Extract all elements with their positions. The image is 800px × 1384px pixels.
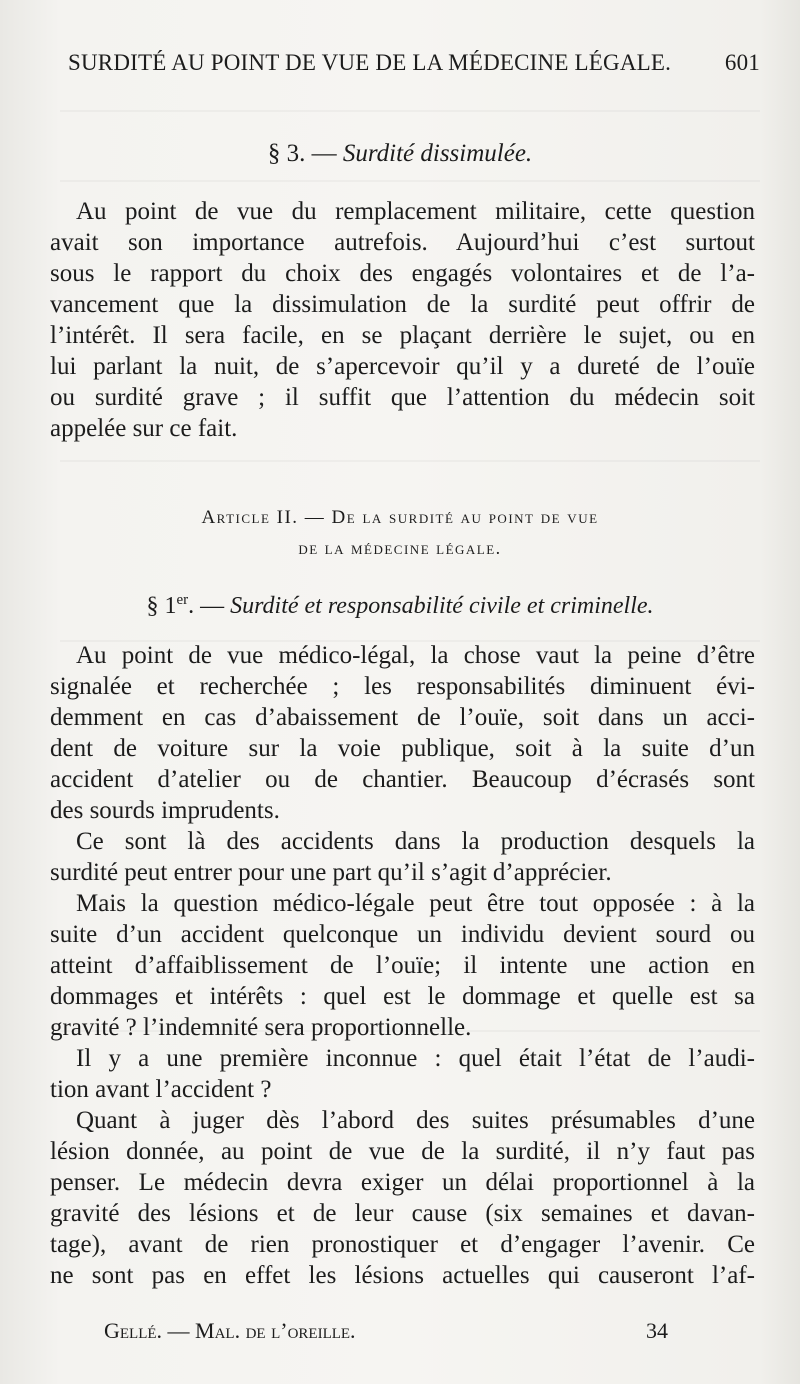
text-line: Ce sont là des accidents dans la production desquels la <box>76 828 755 855</box>
text-line: lésion donnée, au point de vue de la surdité, il n’y faut pas <box>50 1138 755 1165</box>
article-heading-line-2: de la médecine légale. <box>298 538 502 558</box>
section-heading <box>0 140 800 168</box>
text-line: Mais la question médico-légale peut être tout opposée : à la <box>76 890 755 917</box>
text-line: appelée sur ce fait. <box>50 415 238 442</box>
text-line: sous le rapport du choix des engagés volontaires et de l’a- <box>50 260 755 287</box>
show-through-line <box>60 110 760 112</box>
text-line: tion avant l’accident ? <box>50 1076 272 1103</box>
text-line: signalée et recherchée ; les responsabilités diminuent évi- <box>50 673 755 700</box>
text-line: demment en cas d’abaissement de l’ouïe, soit dans un acci- <box>50 704 755 731</box>
subsection-title: Surdité et responsabilité civile et criminelle. <box>230 593 654 619</box>
text-line: ou surdité grave ; il suffit que l’attention du médecin soit <box>50 384 755 411</box>
page-footer <box>104 1318 668 1348</box>
paragraph-1 <box>50 196 755 444</box>
text-line: tage), avant de rien pronostiquer et d’engager l’avenir. Ce <box>50 1231 755 1258</box>
text-line: des sourds imprudents. <box>50 797 280 824</box>
section-title: Surdité dissimulée. <box>342 140 533 167</box>
text-line: accident d’atelier ou de chantier. Beaucoup d’écrasés sont <box>50 766 755 793</box>
text-line: avait son importance autrefois. Aujourd’hui c’est surtout <box>50 229 755 256</box>
show-through-line <box>60 180 760 182</box>
text-line: Quant à juger dès l’abord des suites présumables d’une <box>76 1107 755 1134</box>
text-line: surdité peut entrer pour une part qu’il s’agit d’apprécier. <box>50 859 612 886</box>
text-line: ne sont pas en effet les lésions actuelles qui causeront l’af- <box>50 1262 755 1289</box>
paragraph-2 <box>50 640 755 1291</box>
text-line: gravité ? l’indemnité sera proportionnelle. <box>50 1014 472 1041</box>
footer-source: Gellé. — Mal. de l’oreille. <box>104 1318 356 1343</box>
text-line: Au point de vue du remplacement militaire, cette question <box>76 198 755 225</box>
text-line: Il y a une première inconnue : quel était l’état de l’audi- <box>76 1045 755 1072</box>
text-line: dent de voiture sur la voie publique, soit à la suite d’un <box>50 735 755 762</box>
text-line: suite d’un accident quelconque un individu devient sourd ou <box>50 921 755 948</box>
text-line: dommages et intérêts : quel est le dommage et quelle est sa <box>50 983 755 1010</box>
subsection-heading: § 1er. — Surdité et responsabilité civile et criminelle. <box>146 592 654 619</box>
signature-mark: 34 <box>646 1318 668 1343</box>
running-header <box>68 50 760 84</box>
article-heading-line-1: Article II. — De la surdité au point de vue <box>201 507 599 528</box>
show-through-line <box>60 460 760 462</box>
text-line: penser. Le médecin devra exiger un délai proportionnel à la <box>50 1169 755 1196</box>
running-title: SURDITÉ AU POINT DE VUE DE LA MÉDECINE LÉGALE. <box>68 50 672 75</box>
page-number: 601 <box>724 50 760 75</box>
text-line: l’intérêt. Il sera facile, en se plaçant derrière le sujet, ou en <box>50 322 755 349</box>
section-number: § 3. — <box>267 140 343 167</box>
text-line: Au point de vue médico-légal, la chose vaut la peine d’être <box>76 642 755 669</box>
text-line: atteint d’affaiblissement de l’ouïe; il intente une action en <box>50 952 755 979</box>
text-line: vancement que la dissimulation de la surdité peut offrir de <box>50 291 755 318</box>
text-line: gravité des lésions et de leur cause (six semaines et davan- <box>50 1200 755 1227</box>
text-line: lui parlant la nuit, de s’apercevoir qu’il y a dureté de l’ouïe <box>50 353 755 380</box>
